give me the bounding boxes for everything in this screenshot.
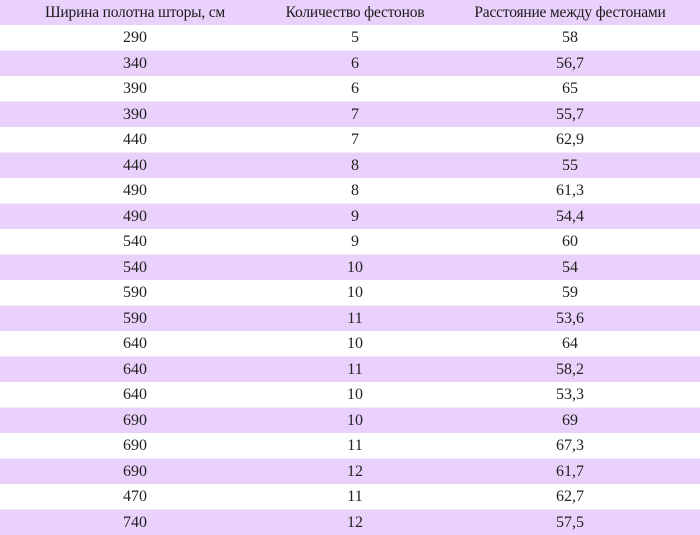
cell-festoon-spacing: 67,3 xyxy=(440,433,700,459)
cell-festoon-count: 8 xyxy=(270,178,440,204)
table-row xyxy=(0,178,700,204)
cell-curtain-width: 740 xyxy=(0,510,270,535)
header-festoon-spacing: Расстояние между фестонами xyxy=(440,0,700,25)
cell-curtain-width: 590 xyxy=(0,280,270,306)
cell-festoon-spacing: 61,7 xyxy=(440,459,700,485)
cell-curtain-width: 690 xyxy=(0,433,270,459)
cell-curtain-width: 690 xyxy=(0,408,270,434)
cell-festoon-count: 10 xyxy=(270,280,440,306)
cell-festoon-count: 9 xyxy=(270,229,440,255)
table-row xyxy=(0,153,700,179)
cell-festoon-count: 9 xyxy=(270,204,440,230)
cell-curtain-width: 290 xyxy=(0,25,270,51)
cell-festoon-count: 11 xyxy=(270,433,440,459)
cell-festoon-spacing: 56,7 xyxy=(440,51,700,77)
cell-festoon-count: 12 xyxy=(270,459,440,485)
cell-festoon-spacing: 61,3 xyxy=(440,178,700,204)
cell-curtain-width: 640 xyxy=(0,357,270,383)
cell-curtain-width: 590 xyxy=(0,306,270,332)
cell-curtain-width: 440 xyxy=(0,127,270,153)
table-row xyxy=(0,331,700,357)
table-row xyxy=(0,229,700,255)
table-row xyxy=(0,102,700,128)
table-row xyxy=(0,76,700,102)
cell-festoon-count: 7 xyxy=(270,127,440,153)
cell-festoon-count: 12 xyxy=(270,510,440,535)
cell-festoon-spacing: 59 xyxy=(440,280,700,306)
cell-curtain-width: 490 xyxy=(0,204,270,230)
cell-festoon-count: 10 xyxy=(270,255,440,281)
cell-festoon-spacing: 62,9 xyxy=(440,127,700,153)
header-row xyxy=(0,0,700,25)
cell-festoon-spacing: 60 xyxy=(440,229,700,255)
table-row xyxy=(0,408,700,434)
table-row xyxy=(0,25,700,51)
table-row xyxy=(0,433,700,459)
cell-festoon-spacing: 55 xyxy=(440,153,700,179)
cell-festoon-spacing: 53,3 xyxy=(440,382,700,408)
cell-festoon-spacing: 57,5 xyxy=(440,510,700,535)
cell-festoon-spacing: 53,6 xyxy=(440,306,700,332)
table-row xyxy=(0,127,700,153)
cell-festoon-count: 8 xyxy=(270,153,440,179)
cell-festoon-count: 11 xyxy=(270,357,440,383)
table-row xyxy=(0,51,700,77)
cell-curtain-width: 390 xyxy=(0,102,270,128)
cell-festoon-spacing: 58,2 xyxy=(440,357,700,383)
cell-festoon-spacing: 54 xyxy=(440,255,700,281)
table-row xyxy=(0,484,700,510)
cell-curtain-width: 440 xyxy=(0,153,270,179)
table-row xyxy=(0,306,700,332)
cell-festoon-count: 6 xyxy=(270,51,440,77)
header-curtain-width: Ширина полотна шторы, см xyxy=(0,0,270,25)
cell-curtain-width: 340 xyxy=(0,51,270,77)
table-row xyxy=(0,255,700,281)
table-row xyxy=(0,204,700,230)
cell-festoon-spacing: 69 xyxy=(440,408,700,434)
table-row xyxy=(0,357,700,383)
cell-curtain-width: 540 xyxy=(0,229,270,255)
cell-curtain-width: 490 xyxy=(0,178,270,204)
cell-festoon-count: 10 xyxy=(270,331,440,357)
cell-festoon-spacing: 64 xyxy=(440,331,700,357)
cell-curtain-width: 640 xyxy=(0,382,270,408)
cell-festoon-count: 11 xyxy=(270,484,440,510)
cell-curtain-width: 640 xyxy=(0,331,270,357)
table-row xyxy=(0,510,700,535)
cell-curtain-width: 540 xyxy=(0,255,270,281)
cell-festoon-spacing: 65 xyxy=(440,76,700,102)
table-row xyxy=(0,459,700,485)
cell-festoon-count: 7 xyxy=(270,102,440,128)
cell-festoon-count: 10 xyxy=(270,382,440,408)
cell-festoon-spacing: 62,7 xyxy=(440,484,700,510)
cell-festoon-count: 10 xyxy=(270,408,440,434)
cell-festoon-spacing: 54,4 xyxy=(440,204,700,230)
cell-curtain-width: 470 xyxy=(0,484,270,510)
cell-curtain-width: 690 xyxy=(0,459,270,485)
cell-festoon-count: 5 xyxy=(270,25,440,51)
cell-curtain-width: 390 xyxy=(0,76,270,102)
cell-festoon-spacing: 58 xyxy=(440,25,700,51)
table-row xyxy=(0,382,700,408)
cell-festoon-count: 11 xyxy=(270,306,440,332)
table-row xyxy=(0,280,700,306)
header-festoon-count: Количество фестонов xyxy=(270,0,440,25)
cell-festoon-spacing: 55,7 xyxy=(440,102,700,128)
cell-festoon-count: 6 xyxy=(270,76,440,102)
